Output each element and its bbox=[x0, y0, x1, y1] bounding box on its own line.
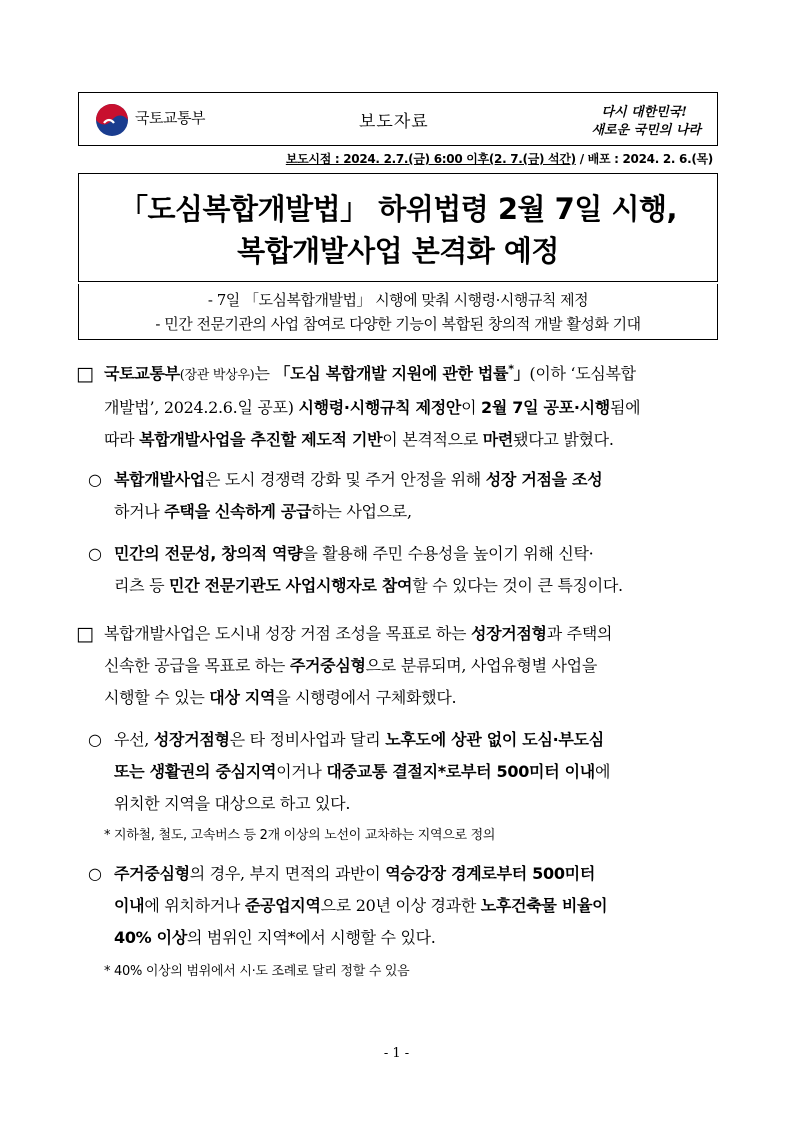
page-number: - 1 - bbox=[383, 1046, 410, 1061]
circle-bullet: ○ bbox=[88, 730, 102, 749]
footnote-2: * 40% 이상의 범위에서 시·도 조례로 달리 정할 수 있음 bbox=[104, 964, 410, 979]
subheadline-1: - 7일 「도심복합개발법」 시행에 맞춰 시행령·시행규칙 제정 bbox=[207, 291, 589, 309]
paragraph-1: 국토교통부(장관 박상우)는 「도심 복합개발 지원에 관한 법률*」(이하 ‘도심복합 개발법’, 2024.2.6.일 공포) 시행령·시행규칙 제정안이 2월 7일 공포·시행됨에 따라 복합개발사업을 추진할 제도적 기반이 본격적으로 마련됐다고 밝혔다. bbox=[104, 362, 641, 449]
ministry-name: 국토교통부 bbox=[135, 109, 205, 127]
government-logo-icon bbox=[95, 103, 129, 137]
svg-text:다시 대한민국!: 다시 대한민국! bbox=[601, 105, 687, 120]
headline-box bbox=[78, 173, 718, 282]
paragraph-2a: 우선, 성장거점형은 타 정비사업과 달리 노후도에 상관 없이 도심·부도심 또는 생활권의 중심지역이거나 대중교통 결절지*로부터 500미터 이내에 위치한 지역을 대상으로 하고 있다. bbox=[114, 730, 611, 813]
press-release-header bbox=[78, 92, 718, 146]
square-bullet: □ bbox=[76, 623, 94, 645]
headline-line-1: 「도심복합개발법」 하위법령 2월 7일 시행, bbox=[119, 192, 677, 226]
paragraph-2: 복합개발사업은 도시내 성장 거점 조성을 목표로 하는 성장거점형과 주택의 신속한 공급을 목표로 하는 주거중심형으로 분류되며, 사업유형별 사업을 시행할 수 있는 대상 지역을 시행령에서 구체화했다. bbox=[104, 624, 613, 707]
square-bullet: □ bbox=[76, 363, 94, 385]
paragraph-2b: 주거중심형의 경우, 부지 면적의 과반이 역승강장 경계로부터 500미터 이내에 위치하거나 준공업지역으로 20년 이상 경과한 노후건축물 비율이 40% 이상의 범위인 지역*에서 시행할 수 있다. bbox=[114, 864, 608, 947]
circle-bullet: ○ bbox=[88, 470, 102, 489]
circle-bullet: ○ bbox=[88, 864, 102, 883]
embargo-time: 보도시점 : 2024. 2.7.(금) 6:00 이후(2. 7.(금) 석간) bbox=[285, 152, 576, 166]
distribution-date: / 배포 : 2024. 2. 6.(목) bbox=[575, 152, 713, 166]
paragraph-1a: 복합개발사업은 도시 경쟁력 강화 및 주거 안정을 위해 성장 거점을 조성 하거나 주택을 신속하게 공급하는 사업으로, bbox=[114, 470, 603, 521]
circle-bullet: ○ bbox=[88, 544, 102, 563]
paragraph-1b: 민간의 전문성, 창의적 역량을 활용해 주민 수용성을 높이기 위해 신탁· 리츠 등 민간 전문기관도 사업시행자로 참여할 수 있다는 것이 큰 특징이다. bbox=[114, 544, 623, 595]
subheadline-2: - 민간 전문기관의 사업 참여로 다양한 기능이 복합된 창의적 개발 활성화 기대 bbox=[155, 315, 641, 333]
release-label: 보도자료 bbox=[359, 112, 429, 132]
headline-line-2: 복합개발사업 본격화 예정 bbox=[237, 234, 559, 268]
footnote-1: * 지하철, 철도, 고속버스 등 2개 이상의 노선이 교차하는 지역으로 정의 bbox=[104, 828, 496, 843]
subheadline-box bbox=[78, 284, 718, 340]
release-time bbox=[286, 150, 713, 167]
slogan-handwriting bbox=[575, 99, 705, 141]
svg-text:새로운 국민의 나라: 새로운 국민의 나라 bbox=[591, 123, 701, 138]
